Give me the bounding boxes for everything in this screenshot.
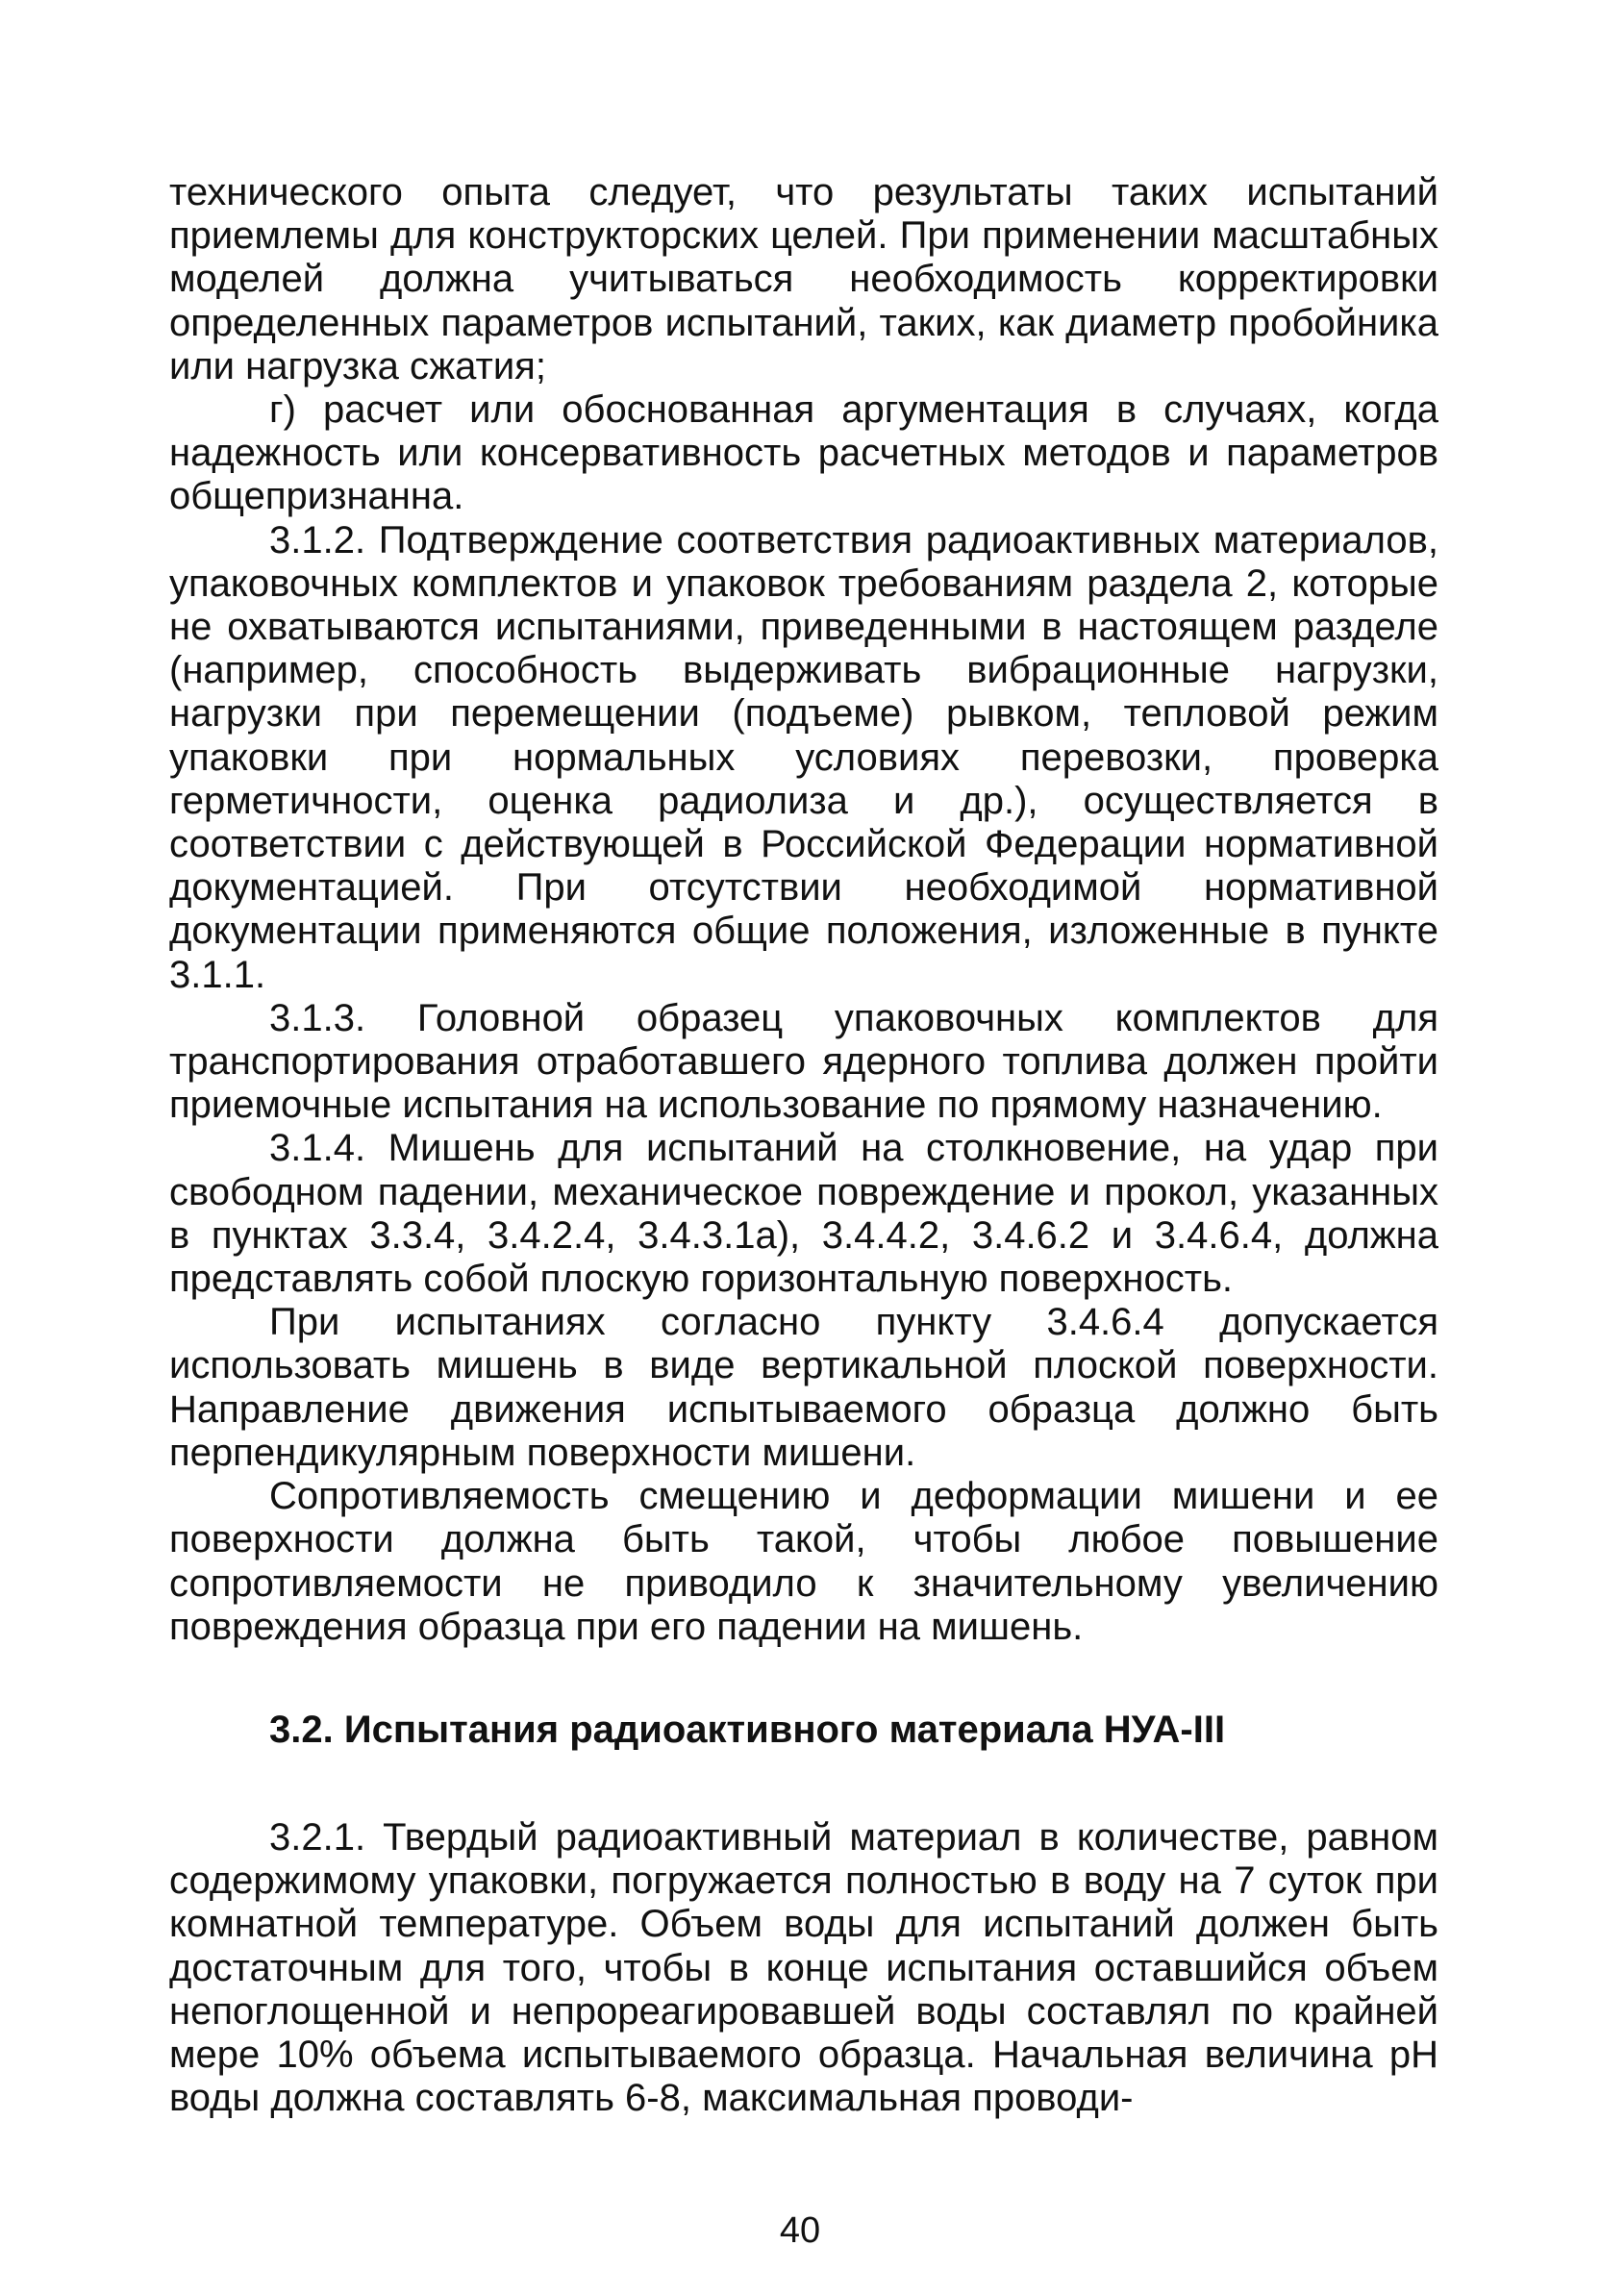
paragraph-item-g: г) расчет или обоснованная аргументация в случаях, когда надежность или консервативность расчетных методов и параметров общепризнанна.: [169, 388, 1438, 518]
paragraph-3-2-1: 3.2.1. Твердый радиоактивный материал в количестве, равном содержимому упаковки, погружается полностью в воду на 7 суток при комнатной температуре. Объем воды для испытаний должен быть достаточным для того, чтобы в конце испытания оставшийся объем непоглощенной и непрореагировавшей воды составлял по крайней мере 10% объема испытываемого образца. Начальная величина pH воды должна составлять 6-8, максимальная проводи-: [169, 1815, 1438, 2120]
paragraph-3-1-2: 3.1.2. Подтверждение соответствия радиоактивных материалов, упаковочных комплектов и упаковок требованиям раздела 2, которые не охватываются испытаниями, приведенными в настоящем разделе (например, способность выдерживать вибрационные нагрузки, нагрузки при перемещении (подъеме) рывком, тепловой режим упаковки при нормальных условиях перевозки, проверка герметичности, оценка радиолиза и др.), осуществляется в соответствии с действующей в Российской Федерации нормативной документацией. При отсутствии необходимой нормативной документации применяются общие положения, изложенные в пункте 3.1.1.: [169, 518, 1438, 996]
paragraph-target-resistance: Сопротивляемость смещению и деформации мишени и ее поверхности должна быть такой, чтобы любое повышение сопротивляемости не приводило к значительному увеличению повреждения образца при его падении на мишень.: [169, 1475, 1438, 1648]
document-page: [169, 171, 1438, 2120]
paragraph-vertical-target: При испытаниях согласно пункту 3.4.6.4 допускается использовать мишень в виде вертикальной плоской поверхности. Направление движения испытываемого образца должно быть перпендикулярным поверхности мишени.: [169, 1301, 1438, 1474]
paragraph-continuation: технического опыта следует, что результаты таких испытаний приемлемы для конструкторских целей. При применении масштабных моделей должна учитываться необходимость корректировки определенных параметров испытаний, таких, как диаметр пробойника или нагрузка сжатия;: [169, 171, 1438, 387]
page-number: 40: [779, 2210, 821, 2251]
spacer: [169, 1752, 1438, 1816]
paragraph-3-1-4: 3.1.4. Мишень для испытаний на столкновение, на удар при свободном падении, механическое повреждение и прокол, указанных в пунктах 3.3.4, 3.4.2.4, 3.4.3.1а), 3.4.4.2, 3.4.6.2 и 3.4.6.4, должна представлять собой плоскую горизонтальную поверхность.: [169, 1127, 1438, 1301]
spacer: [169, 1649, 1438, 1708]
section-heading: 3.2. Испытания радиоактивного материала НУА-III: [269, 1708, 1226, 1751]
paragraph-3-1-3: 3.1.3. Головной образец упаковочных комплектов для транспортирования отработавшего ядерного топлива должен пройти приемочные испытания на использование по прямому назначению.: [169, 996, 1438, 1127]
